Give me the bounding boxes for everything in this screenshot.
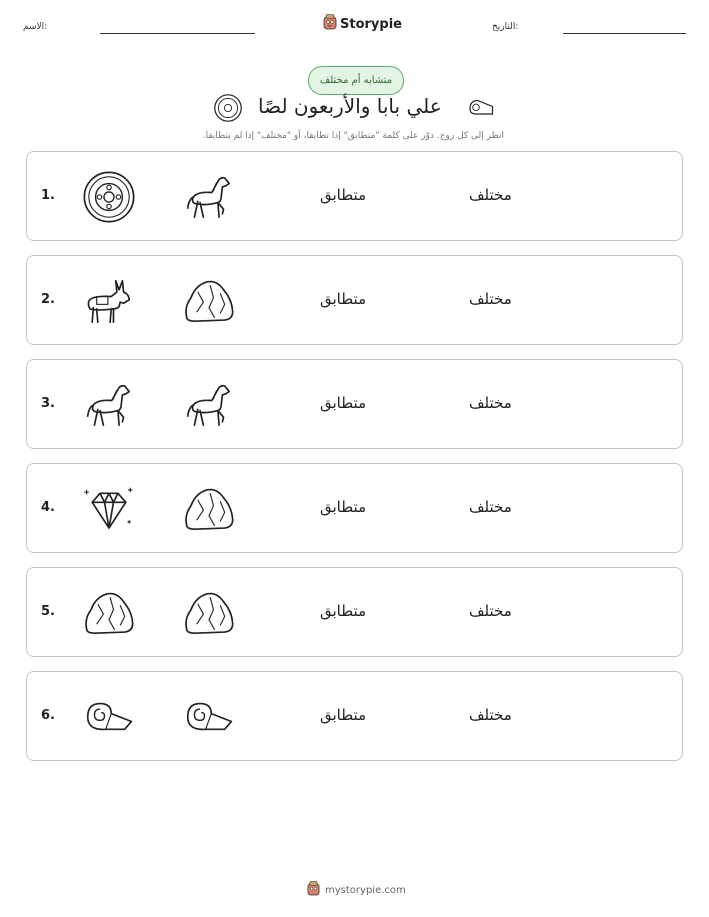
rock-icon — [81, 585, 137, 641]
worksheet-type-badge: متشابه أم مختلف — [308, 66, 404, 95]
question-row — [26, 255, 683, 345]
same-option[interactable]: متطابق — [320, 706, 367, 724]
horse-icon — [181, 169, 237, 225]
question-row — [26, 671, 683, 761]
question-number: 4. — [41, 500, 55, 515]
date-label: التاريخ: — [492, 22, 519, 32]
diamond-icon — [81, 481, 137, 537]
different-option[interactable]: مختلف — [469, 394, 512, 412]
storypie-logo — [323, 14, 402, 34]
question-row — [26, 567, 683, 657]
coin-icon — [213, 93, 243, 127]
different-option[interactable]: مختلف — [469, 290, 512, 308]
same-option[interactable]: متطابق — [320, 394, 367, 412]
footer — [307, 881, 406, 899]
page-title: علي بابا والأربعون لصًا — [258, 94, 442, 118]
donkey-icon — [81, 273, 137, 329]
different-option[interactable]: مختلف — [469, 186, 512, 204]
carpet-icon — [181, 689, 237, 745]
different-option[interactable]: مختلف — [469, 706, 512, 724]
question-row — [26, 359, 683, 449]
same-option[interactable]: متطابق — [320, 498, 367, 516]
carpet-icon — [81, 689, 137, 745]
question-row — [26, 151, 683, 241]
same-option[interactable]: متطابق — [320, 290, 367, 308]
rock-icon — [181, 481, 237, 537]
storypie-mascot-icon — [323, 14, 337, 34]
name-label: الاسم: — [23, 22, 48, 32]
different-option[interactable]: مختلف — [469, 602, 512, 620]
name-field-line[interactable] — [100, 33, 255, 34]
question-number: 2. — [41, 292, 55, 307]
question-number: 1. — [41, 188, 55, 203]
question-number: 3. — [41, 396, 55, 411]
coin-icon — [81, 169, 137, 225]
question-number: 5. — [41, 604, 55, 619]
rock-icon — [181, 585, 237, 641]
instructions-text: انظر إلى كل زوج. دوّر على كلمة "متطابق" إذا تطابقا، أو "مختلف" إذا لم يتطابقا. — [202, 131, 504, 141]
same-option[interactable]: متطابق — [320, 186, 367, 204]
horse-icon — [181, 377, 237, 433]
question-row — [26, 463, 683, 553]
same-option[interactable]: متطابق — [320, 602, 367, 620]
storypie-mascot-icon — [307, 881, 320, 899]
different-option[interactable]: مختلف — [469, 498, 512, 516]
brand-name: Storypie — [340, 16, 402, 32]
horse-icon — [81, 377, 137, 433]
footer-url[interactable]: mystorypie.com — [325, 884, 406, 896]
date-field-line[interactable] — [563, 33, 686, 34]
rock-icon — [181, 273, 237, 329]
carpet-icon — [466, 93, 498, 127]
question-number: 6. — [41, 708, 55, 723]
